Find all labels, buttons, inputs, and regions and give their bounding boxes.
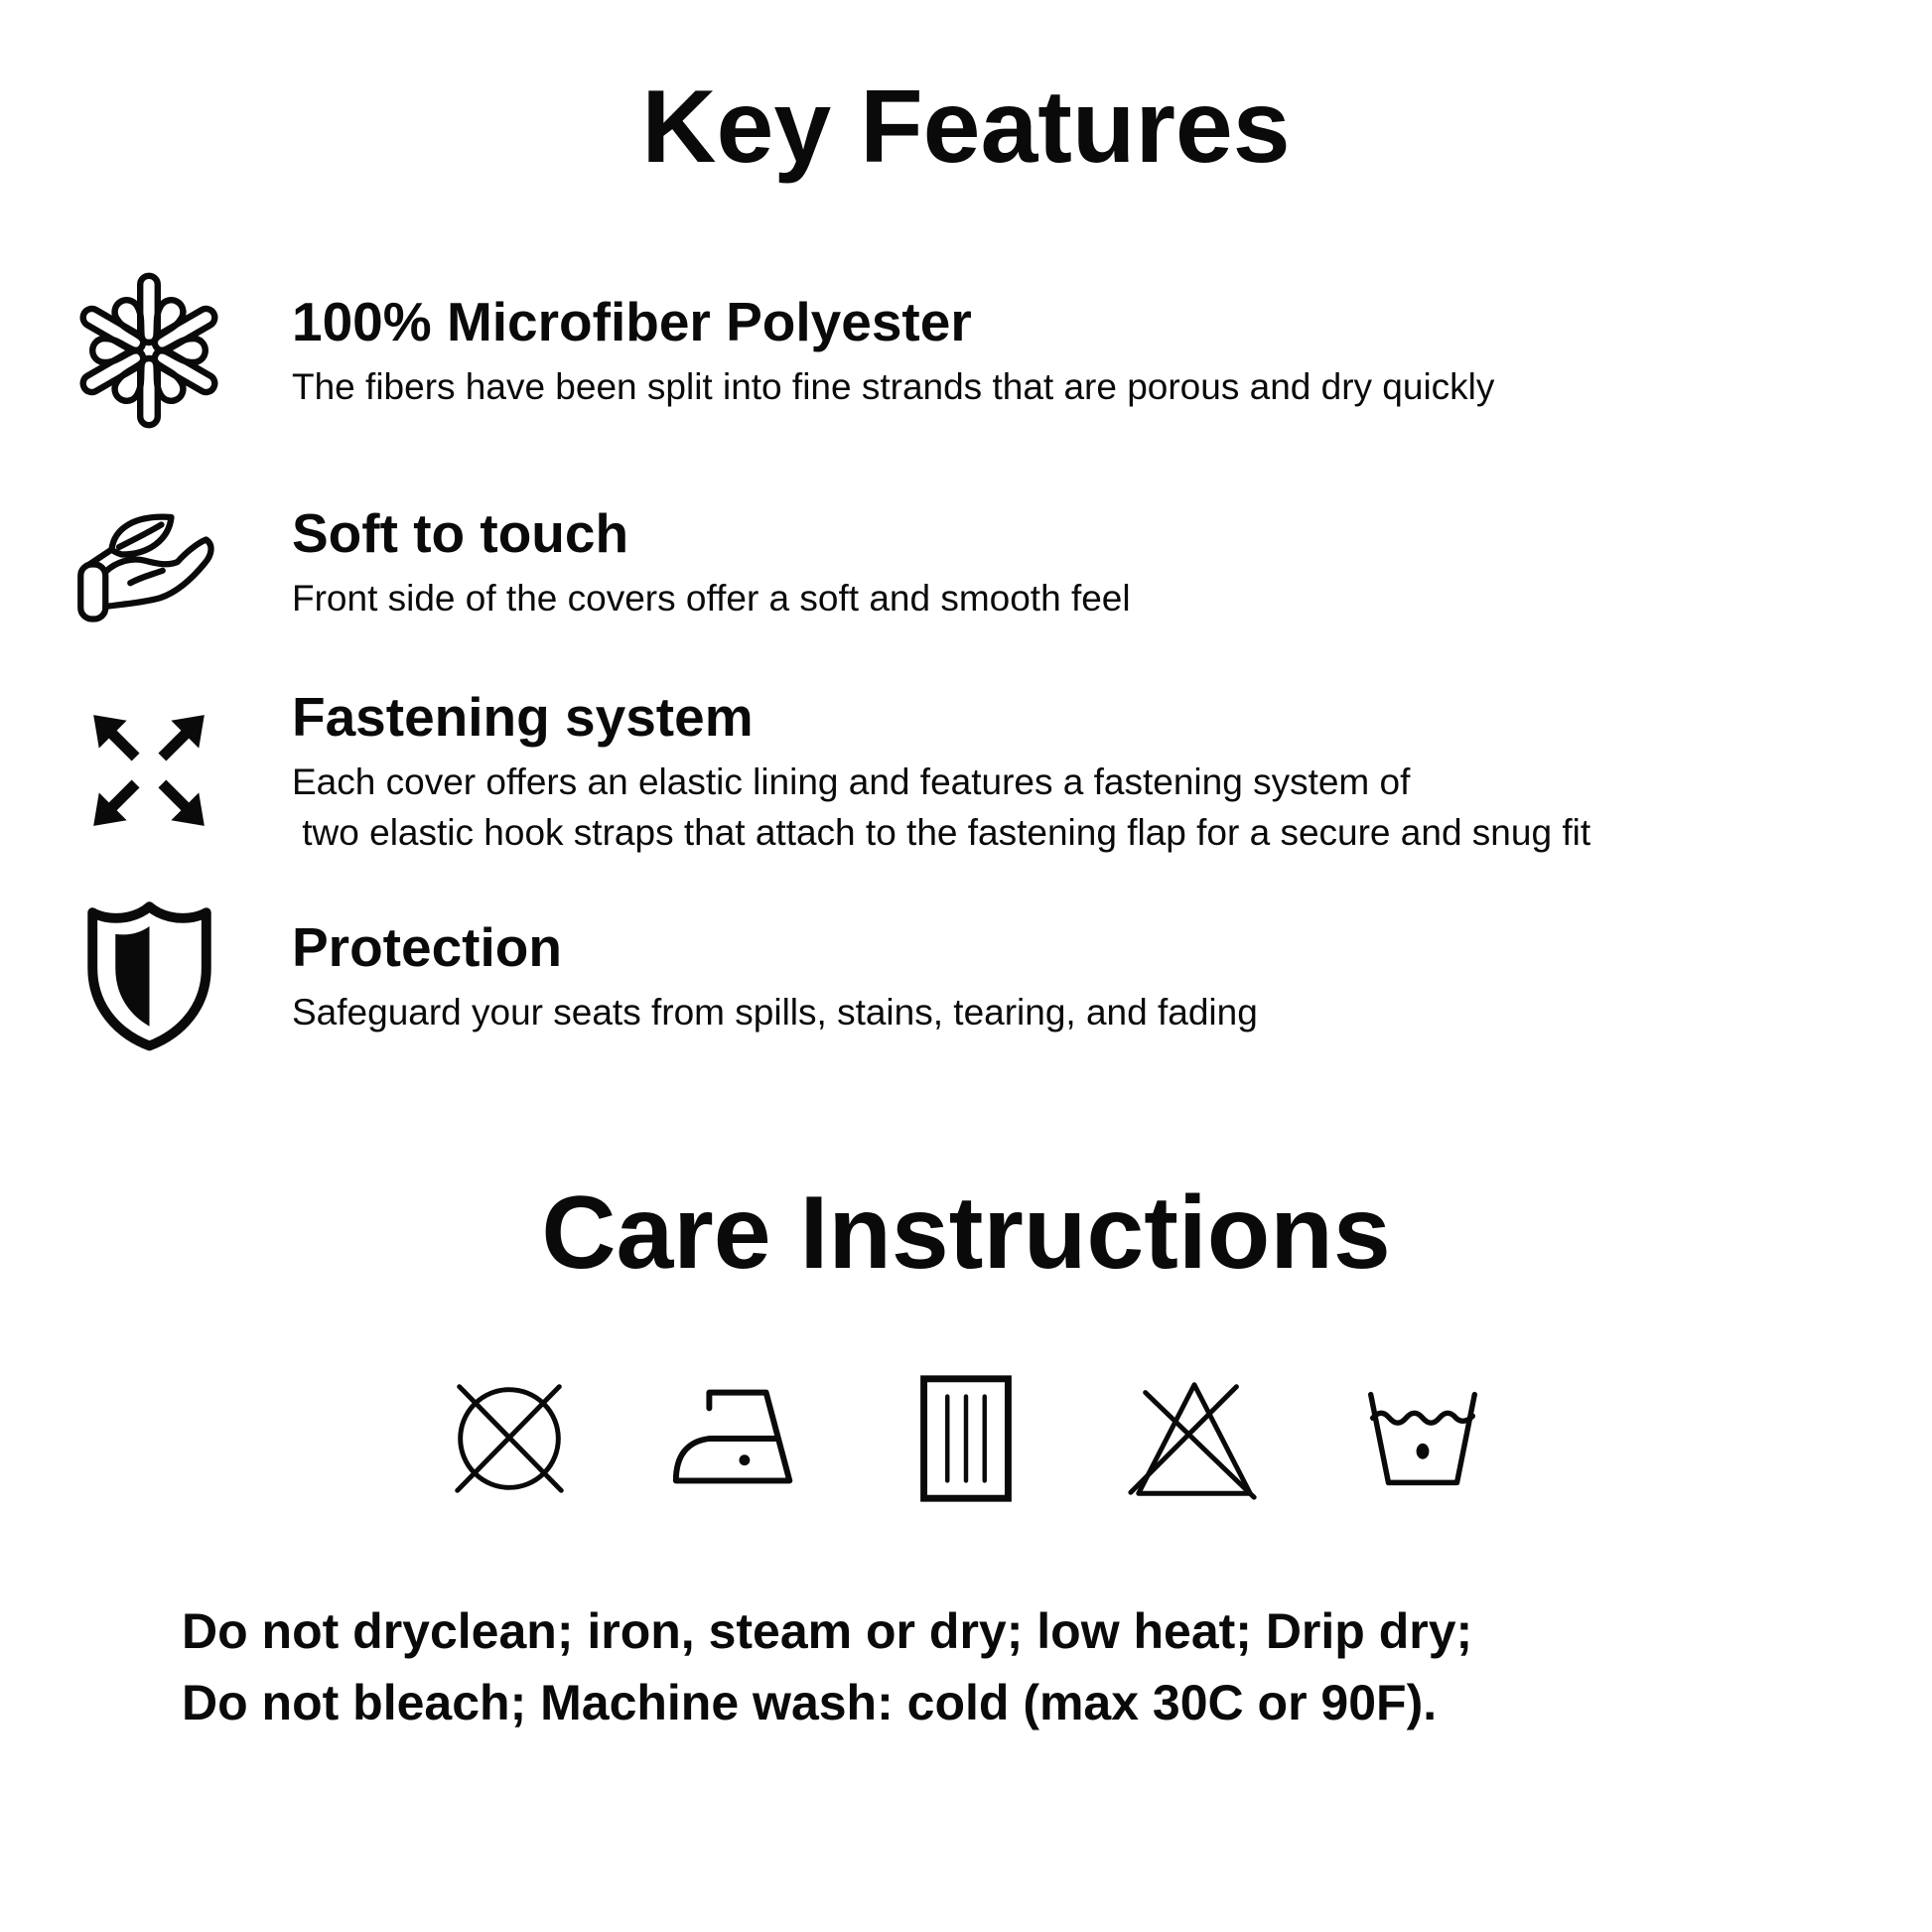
care-symbols-row <box>0 1365 1932 1512</box>
feature-description-line: The fibers have been split into fine strands that are porous and dry quickly <box>292 365 1495 407</box>
feature-text <box>292 500 1131 623</box>
feature-text <box>292 684 1590 858</box>
key-features-list <box>66 271 1932 1054</box>
feature-description <box>292 757 1590 858</box>
microfiber-icon <box>66 271 232 430</box>
care-text <box>182 1595 1750 1739</box>
feature-description <box>292 361 1494 412</box>
care-instructions-title: Care Instructions <box>541 1174 1391 1291</box>
feature-description-line: Each cover offers an elastic lining and features a fastening system of <box>292 760 1411 802</box>
feature-row <box>66 684 1932 858</box>
shield-icon <box>66 897 232 1054</box>
feature-description-line: two elastic hook straps that attach to the fastening flap for a secure and snug fit <box>292 811 1591 853</box>
drip-dry-icon <box>893 1365 1039 1512</box>
feature-row <box>66 487 1932 636</box>
feature-row <box>66 271 1932 430</box>
care-text-line: Do not bleach; Machine wash: cold (max 30C or 90F). <box>182 1675 1438 1731</box>
feature-heading: 100% Microfiber Polyester <box>292 290 972 352</box>
feature-heading: Protection <box>292 915 562 978</box>
expand-arrows-icon <box>66 704 232 837</box>
care-text-line: Do not dryclean; iron, steam or dry; low heat; Drip dry; <box>182 1602 1473 1659</box>
feature-description <box>292 987 1258 1037</box>
feature-heading: Soft to touch <box>292 501 629 564</box>
key-features-title: Key Features <box>641 69 1291 185</box>
machine-wash-cold-icon <box>1349 1365 1496 1512</box>
do-not-dryclean-icon <box>436 1365 583 1512</box>
feature-row <box>66 897 1932 1054</box>
feature-heading: Fastening system <box>292 685 754 748</box>
feature-description-line: Safeguard your seats from spills, stains, tearing, and fading <box>292 992 1258 1033</box>
hand-leaf-icon <box>66 487 232 636</box>
do-not-bleach-icon <box>1121 1365 1268 1512</box>
iron-low-heat-icon <box>664 1365 811 1512</box>
feature-description-line: Front side of the covers offer a soft and smooth feel <box>292 577 1131 619</box>
feature-text <box>292 289 1494 412</box>
feature-text <box>292 914 1258 1037</box>
feature-description <box>292 573 1131 623</box>
